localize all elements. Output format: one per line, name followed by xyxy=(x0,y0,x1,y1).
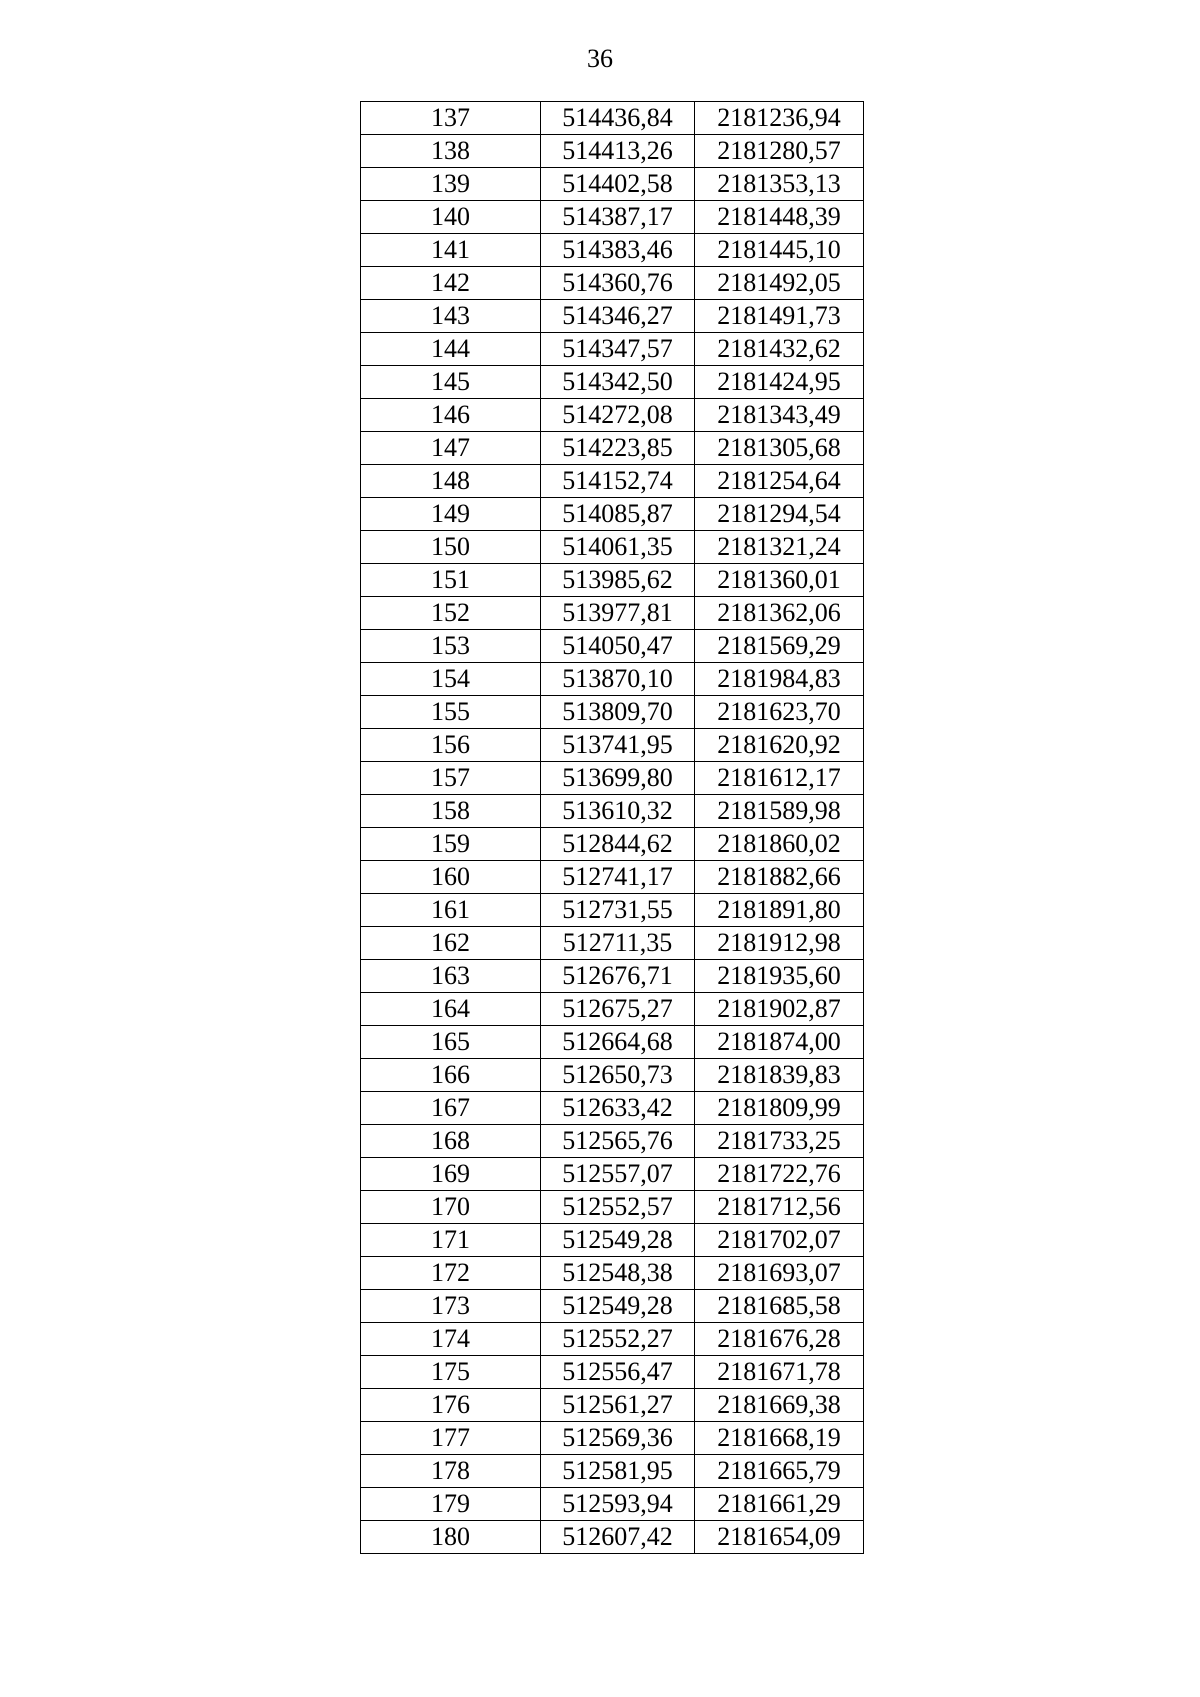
table-row xyxy=(361,960,864,993)
table-row xyxy=(361,201,864,234)
point-number-cell: 177 xyxy=(361,1422,541,1455)
x-coordinate-cell: 512650,73 xyxy=(541,1059,695,1092)
table-row xyxy=(361,1092,864,1125)
x-coordinate-cell: 512565,76 xyxy=(541,1125,695,1158)
y-coordinate-cell: 2181882,66 xyxy=(695,861,864,894)
point-number-cell: 141 xyxy=(361,234,541,267)
x-coordinate-cell: 513741,95 xyxy=(541,729,695,762)
point-number-cell: 150 xyxy=(361,531,541,564)
y-coordinate-cell: 2181448,39 xyxy=(695,201,864,234)
table-row xyxy=(361,828,864,861)
table-row xyxy=(361,696,864,729)
point-number-cell: 153 xyxy=(361,630,541,663)
y-coordinate-cell: 2181668,19 xyxy=(695,1422,864,1455)
y-coordinate-cell: 2181860,02 xyxy=(695,828,864,861)
table-row xyxy=(361,1224,864,1257)
point-number-cell: 162 xyxy=(361,927,541,960)
table-row xyxy=(361,564,864,597)
x-coordinate-cell: 513985,62 xyxy=(541,564,695,597)
point-number-cell: 146 xyxy=(361,399,541,432)
point-number-cell: 159 xyxy=(361,828,541,861)
point-number-cell: 178 xyxy=(361,1455,541,1488)
point-number-cell: 163 xyxy=(361,960,541,993)
point-number-cell: 140 xyxy=(361,201,541,234)
table-row xyxy=(361,1257,864,1290)
x-coordinate-cell: 512593,94 xyxy=(541,1488,695,1521)
y-coordinate-cell: 2181902,87 xyxy=(695,993,864,1026)
point-number-cell: 160 xyxy=(361,861,541,894)
table-row xyxy=(361,1455,864,1488)
x-coordinate-cell: 512711,35 xyxy=(541,927,695,960)
x-coordinate-cell: 513870,10 xyxy=(541,663,695,696)
point-number-cell: 180 xyxy=(361,1521,541,1554)
coordinates-table-body xyxy=(361,102,864,1554)
y-coordinate-cell: 2181733,25 xyxy=(695,1125,864,1158)
x-coordinate-cell: 513977,81 xyxy=(541,597,695,630)
x-coordinate-cell: 512844,62 xyxy=(541,828,695,861)
x-coordinate-cell: 513699,80 xyxy=(541,762,695,795)
table-row xyxy=(361,465,864,498)
table-row xyxy=(361,1422,864,1455)
y-coordinate-cell: 2181620,92 xyxy=(695,729,864,762)
table-row xyxy=(361,795,864,828)
y-coordinate-cell: 2181671,78 xyxy=(695,1356,864,1389)
table-row xyxy=(361,1026,864,1059)
y-coordinate-cell: 2181809,99 xyxy=(695,1092,864,1125)
x-coordinate-cell: 514346,27 xyxy=(541,300,695,333)
x-coordinate-cell: 514436,84 xyxy=(541,102,695,135)
y-coordinate-cell: 2181891,80 xyxy=(695,894,864,927)
y-coordinate-cell: 2181589,98 xyxy=(695,795,864,828)
x-coordinate-cell: 514085,87 xyxy=(541,498,695,531)
table-row xyxy=(361,597,864,630)
point-number-cell: 139 xyxy=(361,168,541,201)
table-row xyxy=(361,366,864,399)
x-coordinate-cell: 512549,28 xyxy=(541,1224,695,1257)
point-number-cell: 169 xyxy=(361,1158,541,1191)
x-coordinate-cell: 514342,50 xyxy=(541,366,695,399)
y-coordinate-cell: 2181612,17 xyxy=(695,762,864,795)
x-coordinate-cell: 512548,38 xyxy=(541,1257,695,1290)
x-coordinate-cell: 514402,58 xyxy=(541,168,695,201)
point-number-cell: 145 xyxy=(361,366,541,399)
table-row xyxy=(361,234,864,267)
y-coordinate-cell: 2181712,56 xyxy=(695,1191,864,1224)
y-coordinate-cell: 2181362,06 xyxy=(695,597,864,630)
x-coordinate-cell: 512561,27 xyxy=(541,1389,695,1422)
x-coordinate-cell: 512552,27 xyxy=(541,1323,695,1356)
table-row xyxy=(361,399,864,432)
point-number-cell: 164 xyxy=(361,993,541,1026)
y-coordinate-cell: 2181623,70 xyxy=(695,696,864,729)
y-coordinate-cell: 2181254,64 xyxy=(695,465,864,498)
x-coordinate-cell: 512731,55 xyxy=(541,894,695,927)
x-coordinate-cell: 514347,57 xyxy=(541,333,695,366)
y-coordinate-cell: 2181693,07 xyxy=(695,1257,864,1290)
y-coordinate-cell: 2181665,79 xyxy=(695,1455,864,1488)
table-row xyxy=(361,1488,864,1521)
y-coordinate-cell: 2181685,58 xyxy=(695,1290,864,1323)
table-row xyxy=(361,267,864,300)
x-coordinate-cell: 514061,35 xyxy=(541,531,695,564)
x-coordinate-cell: 514223,85 xyxy=(541,432,695,465)
y-coordinate-cell: 2181424,95 xyxy=(695,366,864,399)
table-row xyxy=(361,300,864,333)
x-coordinate-cell: 514383,46 xyxy=(541,234,695,267)
point-number-cell: 168 xyxy=(361,1125,541,1158)
point-number-cell: 149 xyxy=(361,498,541,531)
point-number-cell: 175 xyxy=(361,1356,541,1389)
y-coordinate-cell: 2181445,10 xyxy=(695,234,864,267)
x-coordinate-cell: 512552,57 xyxy=(541,1191,695,1224)
y-coordinate-cell: 2181492,05 xyxy=(695,267,864,300)
point-number-cell: 143 xyxy=(361,300,541,333)
table-row xyxy=(361,168,864,201)
x-coordinate-cell: 512607,42 xyxy=(541,1521,695,1554)
table-row xyxy=(361,993,864,1026)
table-row xyxy=(361,1059,864,1092)
table-row xyxy=(361,861,864,894)
table-row xyxy=(361,1290,864,1323)
y-coordinate-cell: 2181874,00 xyxy=(695,1026,864,1059)
table-row xyxy=(361,531,864,564)
y-coordinate-cell: 2181669,38 xyxy=(695,1389,864,1422)
table-row xyxy=(361,1521,864,1554)
point-number-cell: 142 xyxy=(361,267,541,300)
point-number-cell: 138 xyxy=(361,135,541,168)
table-row xyxy=(361,663,864,696)
point-number-cell: 173 xyxy=(361,1290,541,1323)
y-coordinate-cell: 2181491,73 xyxy=(695,300,864,333)
table-row xyxy=(361,135,864,168)
x-coordinate-cell: 512569,36 xyxy=(541,1422,695,1455)
y-coordinate-cell: 2181353,13 xyxy=(695,168,864,201)
y-coordinate-cell: 2181305,68 xyxy=(695,432,864,465)
table-row xyxy=(361,729,864,762)
y-coordinate-cell: 2181984,83 xyxy=(695,663,864,696)
y-coordinate-cell: 2181280,57 xyxy=(695,135,864,168)
table-row xyxy=(361,1389,864,1422)
table-row xyxy=(361,498,864,531)
x-coordinate-cell: 512556,47 xyxy=(541,1356,695,1389)
point-number-cell: 152 xyxy=(361,597,541,630)
point-number-cell: 174 xyxy=(361,1323,541,1356)
table-row xyxy=(361,102,864,135)
x-coordinate-cell: 514360,76 xyxy=(541,267,695,300)
point-number-cell: 151 xyxy=(361,564,541,597)
point-number-cell: 155 xyxy=(361,696,541,729)
y-coordinate-cell: 2181676,28 xyxy=(695,1323,864,1356)
x-coordinate-cell: 512675,27 xyxy=(541,993,695,1026)
point-number-cell: 165 xyxy=(361,1026,541,1059)
point-number-cell: 156 xyxy=(361,729,541,762)
point-number-cell: 167 xyxy=(361,1092,541,1125)
y-coordinate-cell: 2181839,83 xyxy=(695,1059,864,1092)
y-coordinate-cell: 2181432,62 xyxy=(695,333,864,366)
y-coordinate-cell: 2181722,76 xyxy=(695,1158,864,1191)
table-row xyxy=(361,630,864,663)
y-coordinate-cell: 2181236,94 xyxy=(695,102,864,135)
x-coordinate-cell: 514272,08 xyxy=(541,399,695,432)
point-number-cell: 154 xyxy=(361,663,541,696)
point-number-cell: 157 xyxy=(361,762,541,795)
table-row xyxy=(361,1323,864,1356)
y-coordinate-cell: 2181912,98 xyxy=(695,927,864,960)
table-row xyxy=(361,432,864,465)
point-number-cell: 144 xyxy=(361,333,541,366)
table-row xyxy=(361,927,864,960)
x-coordinate-cell: 512581,95 xyxy=(541,1455,695,1488)
y-coordinate-cell: 2181569,29 xyxy=(695,630,864,663)
table-row xyxy=(361,333,864,366)
y-coordinate-cell: 2181343,49 xyxy=(695,399,864,432)
x-coordinate-cell: 512676,71 xyxy=(541,960,695,993)
table-row xyxy=(361,1191,864,1224)
point-number-cell: 147 xyxy=(361,432,541,465)
table-row xyxy=(361,894,864,927)
x-coordinate-cell: 512664,68 xyxy=(541,1026,695,1059)
y-coordinate-cell: 2181321,24 xyxy=(695,531,864,564)
y-coordinate-cell: 2181654,09 xyxy=(695,1521,864,1554)
table-row xyxy=(361,1356,864,1389)
x-coordinate-cell: 512557,07 xyxy=(541,1158,695,1191)
x-coordinate-cell: 514050,47 xyxy=(541,630,695,663)
x-coordinate-cell: 513809,70 xyxy=(541,696,695,729)
x-coordinate-cell: 512549,28 xyxy=(541,1290,695,1323)
point-number-cell: 179 xyxy=(361,1488,541,1521)
point-number-cell: 161 xyxy=(361,894,541,927)
point-number-cell: 170 xyxy=(361,1191,541,1224)
x-coordinate-cell: 514152,74 xyxy=(541,465,695,498)
y-coordinate-cell: 2181294,54 xyxy=(695,498,864,531)
y-coordinate-cell: 2181935,60 xyxy=(695,960,864,993)
point-number-cell: 166 xyxy=(361,1059,541,1092)
point-number-cell: 176 xyxy=(361,1389,541,1422)
point-number-cell: 158 xyxy=(361,795,541,828)
y-coordinate-cell: 2181661,29 xyxy=(695,1488,864,1521)
x-coordinate-cell: 512633,42 xyxy=(541,1092,695,1125)
table-row xyxy=(361,762,864,795)
x-coordinate-cell: 514387,17 xyxy=(541,201,695,234)
page-number: 36 xyxy=(587,44,613,73)
point-number-cell: 148 xyxy=(361,465,541,498)
table-row xyxy=(361,1125,864,1158)
point-number-cell: 171 xyxy=(361,1224,541,1257)
x-coordinate-cell: 513610,32 xyxy=(541,795,695,828)
x-coordinate-cell: 514413,26 xyxy=(541,135,695,168)
y-coordinate-cell: 2181360,01 xyxy=(695,564,864,597)
coordinates-table xyxy=(360,101,864,1554)
point-number-cell: 172 xyxy=(361,1257,541,1290)
x-coordinate-cell: 512741,17 xyxy=(541,861,695,894)
point-number-cell: 137 xyxy=(361,102,541,135)
table-row xyxy=(361,1158,864,1191)
y-coordinate-cell: 2181702,07 xyxy=(695,1224,864,1257)
